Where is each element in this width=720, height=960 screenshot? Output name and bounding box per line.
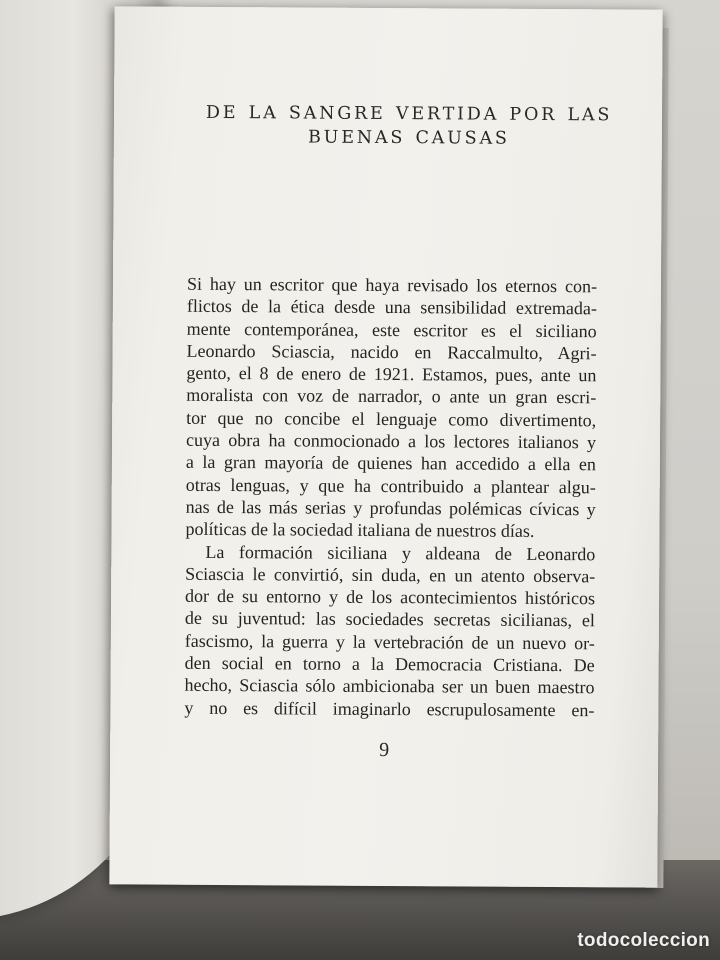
- text-line: y no es difícil imaginarlo escrupulosamente en-: [184, 697, 595, 720]
- text-line: fascismo, la guerra y la vertebración de un nuevo or-: [184, 630, 595, 654]
- text-line: dor de su entorno y de los acontecimientos históricos: [185, 585, 596, 609]
- text-line: hecho, Sciascia sólo ambicionaba ser un buen maestro: [184, 675, 595, 698]
- text-line: cuya obra ha conmocionado a los lectores italianos y: [185, 429, 597, 453]
- text-line: de su juventud: las sociedades secretas sicilianas, el: [184, 608, 596, 631]
- book-page: [109, 6, 662, 887]
- text-line: moralista con voz de narrador, o ante un gran escri-: [186, 385, 597, 408]
- text-line: gento, el 8 de enero de 1921. Estamos, pues, ante un: [186, 362, 597, 386]
- page-number: 9: [379, 738, 390, 762]
- watermark-logo: todocoleccion: [577, 930, 710, 951]
- text-line: La formación siciliana y aldeana de Leonardo: [205, 541, 596, 564]
- text-line: flictos de la ética desde una sensibilidad extremada-: [186, 296, 597, 319]
- chapter-title-line-2: BUENAS CAUSAS: [307, 127, 510, 149]
- text-line: otras lenguas, y que ha contribuido a plantear algu-: [185, 474, 596, 497]
- text-line: mente contemporánea, este escritor es el siciliano: [186, 318, 597, 341]
- chapter-title: [174, 101, 644, 152]
- text-line: políticas de la sociedad italiana de nuestros días.: [185, 519, 535, 542]
- text-line: Leonardo Sciascia, nacido en Raccalmulto, Agri-: [186, 340, 597, 364]
- body-text: [184, 273, 597, 721]
- text-line: Si hay un escritor que haya revisado los eternos con-: [186, 273, 598, 297]
- text-line: den social en torno a la Democracia Cristiana. De: [184, 652, 595, 676]
- text-line: nas de las más serias y profundas polémicas cívicas y: [185, 496, 596, 520]
- chapter-title-line-1: DE LA SANGRE VERTIDA POR LAS: [205, 102, 613, 126]
- text-line: a la gran mayoría de quienes han accedido a ella en: [185, 452, 596, 475]
- text-line: tor que no concibe el lenguaje como divertimento,: [186, 407, 597, 431]
- text-line: Sciascia le convirtió, sin duda, en un atento observa-: [185, 563, 596, 587]
